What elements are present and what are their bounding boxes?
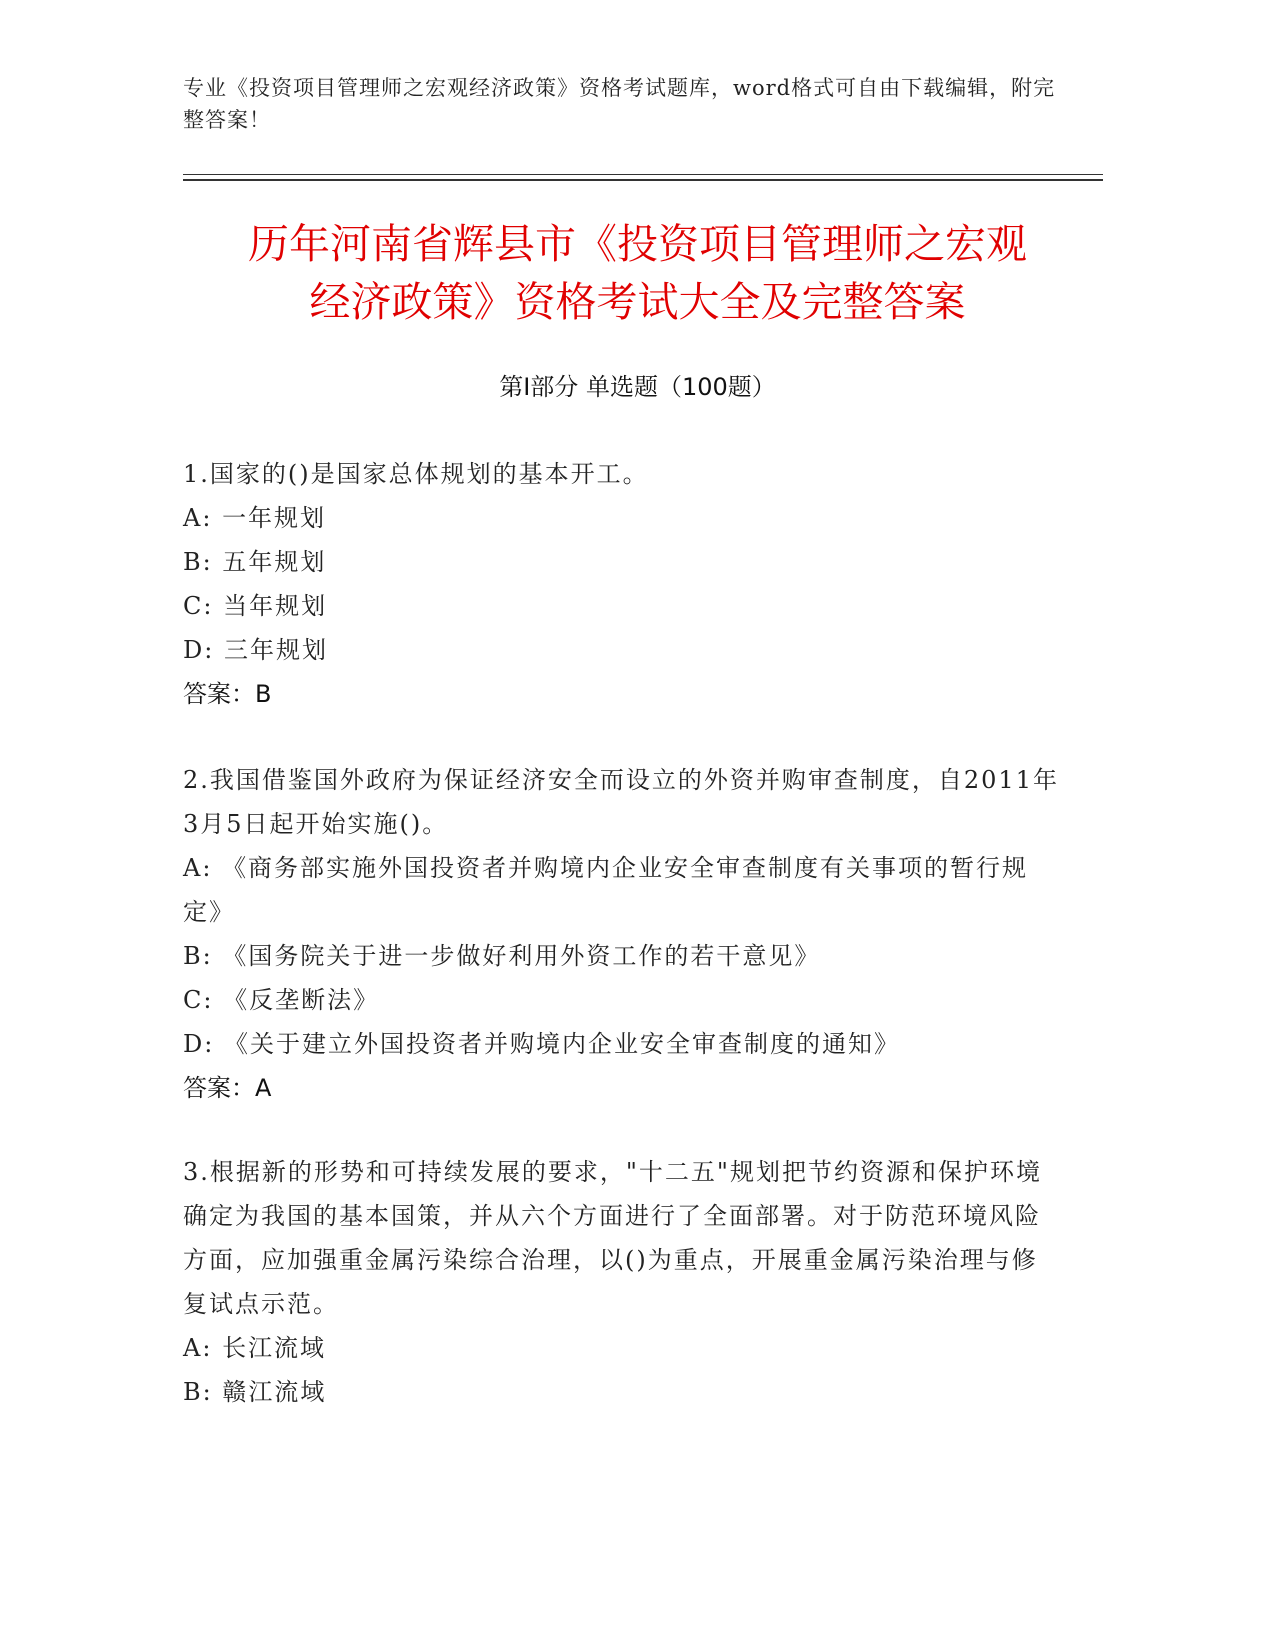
option-text: 长江流域 — [222, 1334, 327, 1362]
option-label: B: — [183, 942, 213, 970]
document-title-line-2: 经济政策》资格考试大全及完整答案 — [309, 278, 966, 326]
option-b — [183, 934, 1063, 978]
option-label: B: — [183, 1378, 213, 1406]
option-text: 当年规划 — [223, 592, 328, 620]
option-text: 《关于建立外国投资者并购境内企业安全审查制度的通知》 — [223, 1030, 900, 1058]
option-c — [183, 584, 1063, 628]
option-label: A: — [183, 854, 213, 882]
option-label: B: — [183, 548, 213, 576]
option-label: D: — [183, 636, 215, 664]
option-a — [183, 846, 1063, 934]
question-3 — [183, 1150, 1063, 1414]
question-2 — [183, 758, 1063, 1110]
option-d — [183, 1022, 1063, 1066]
option-label: A: — [183, 504, 213, 532]
option-a — [183, 1326, 1063, 1370]
option-text: 《商务部实施外国投资者并购境内企业安全审查制度有关事项的暂行规定》 — [183, 854, 1029, 926]
option-d — [183, 628, 1063, 672]
section-heading: 第Ⅰ部分 单选题（100题） — [499, 373, 776, 401]
option-a — [183, 496, 1063, 540]
header-divider-thick — [183, 179, 1103, 181]
header-divider-thin — [183, 174, 1103, 175]
answer: 答案：B — [183, 680, 272, 708]
question-stem: 1.国家的()是国家总体规划的基本开工。 — [183, 460, 649, 488]
option-text: 三年规划 — [223, 636, 328, 664]
option-c — [183, 978, 1063, 1022]
option-text: 赣江流域 — [222, 1378, 327, 1406]
option-label: C: — [183, 986, 214, 1014]
document-title — [140, 215, 1135, 331]
question-stem: 2.我国借鉴国外政府为保证经济安全而设立的外资并购审查制度，自2011年3月5日起开始实施()。 — [183, 766, 1059, 838]
answer: 答案：A — [183, 1074, 272, 1102]
option-text: 五年规划 — [222, 548, 327, 576]
question-1 — [183, 452, 1063, 716]
question-stem: 3.根据新的形势和可持续发展的要求，"十二五"规划把节约资源和保护环境确定为我国的基本国策，并从六个方面进行了全面部署。对于防范环境风险方面，应加强重金属污染综合治理，以()为重点，开展重金属污染治理与修复试点示范。 — [183, 1158, 1042, 1318]
option-text: 《国务院关于进一步做好利用外资工作的若干意见》 — [222, 942, 821, 970]
option-text: 一年规划 — [222, 504, 327, 532]
header-note: 专业《投资项目管理师之宏观经济政策》资格考试题库，word格式可自由下载编辑，附完整答案！ — [183, 76, 1056, 132]
option-label: C: — [183, 592, 214, 620]
option-b — [183, 1370, 1063, 1414]
option-b — [183, 540, 1063, 584]
option-text: 《反垄断法》 — [223, 986, 380, 1014]
document-title-line-1: 历年河南省辉县市《投资项目管理师之宏观 — [248, 220, 1027, 268]
option-label: D: — [183, 1030, 215, 1058]
option-label: A: — [183, 1334, 213, 1362]
